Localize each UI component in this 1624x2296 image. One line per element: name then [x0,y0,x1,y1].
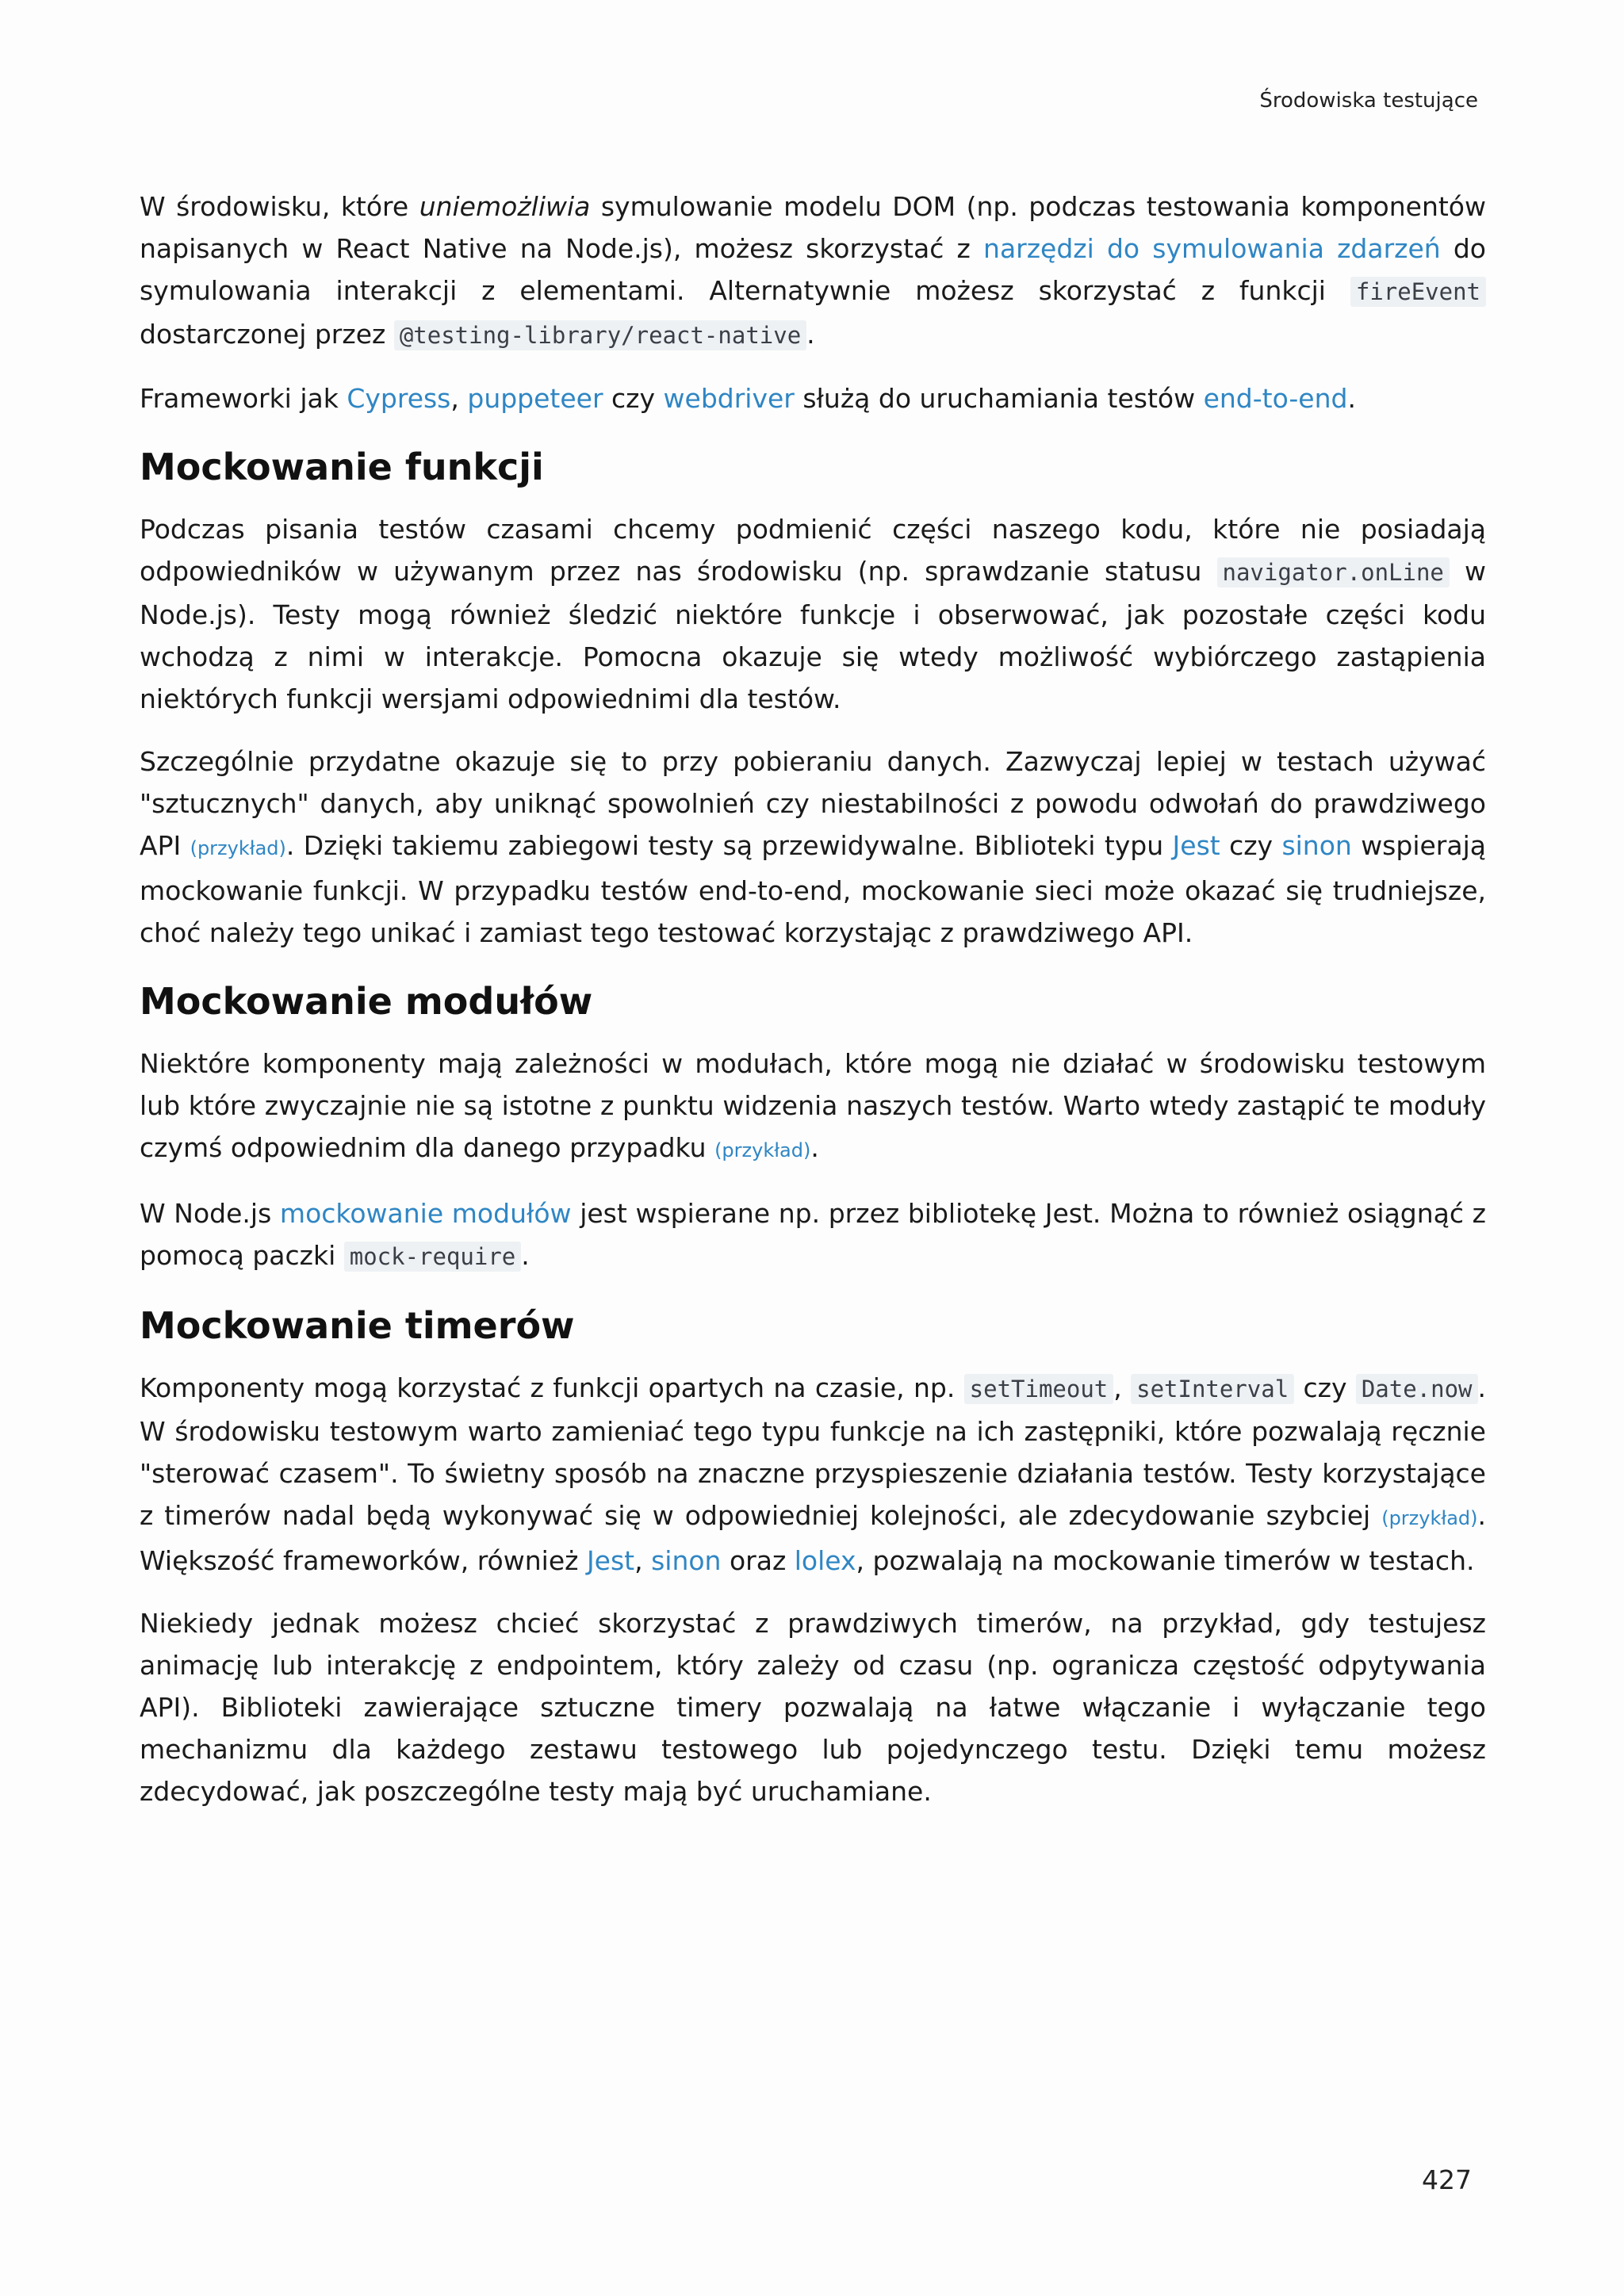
code-fireevent: fireEvent [1350,277,1486,307]
link-lolex[interactable]: lolex [794,1545,856,1576]
link-cypress[interactable]: Cypress [347,383,451,414]
paragraph-functions-intro: Podczas pisania testów czasami chcemy podmienić części naszego kodu, które nie posiadają odpowiedników w używanym przez nas środowisku (np. sprawdzanie statusu navigator.onLine w Node.js). Testy mogą również śledzić niektóre funkcje i obserwować, jak pozostałe części kodu wchodzą z nimi w interakcje. Pomocna okazuje się wtedy możliwość wybiórczego zastąpienia niektórych funkcji wersjami odpowiednimi dla testów. [140,514,1486,714]
link-end-to-end[interactable]: end-to-end [1203,383,1348,414]
code-testing-library: @testing-library/react-native [394,320,806,350]
link-jest[interactable]: Jest [586,1545,635,1576]
emphasis-text: uniemożliwia [419,191,591,222]
code-settimeout: setTimeout [964,1374,1114,1404]
link-webdriver[interactable]: webdriver [663,383,795,414]
paragraph-timers-intro: Komponenty mogą korzystać z funkcji opartych na czasie, np. setTimeout , setInterval czy Date.now . W środowisku testowym warto zamieniać tego typu funkcje na ich zastępniki, które pozwalają ręcznie "sterować czasem". To świetny sposób na znaczne przyspieszenie działania testów. Testy korzystające z timerów nadal będą wykonywać się w odpowiedniej kolejności, ale zdecydowanie szybciej (przykład). Większość frameworków, również Jest, sinon oraz lolex, pozwalają na mockowanie timerów w testach. [140,1372,1487,1576]
link-example[interactable]: (przykład) [1381,1507,1478,1529]
paragraph-timers-real: Niekiedy jednak możesz chcieć skorzystać z prawdziwych timerów, na przykład, gdy testujesz animację lub interakcję z endpointem, który zależy od czasu (np. ogranicza częstość odpytywania API). Biblioteki zawierające sztuczne timery pozwalają na łatwe włączanie i wyłączanie tego mechanizmu dla każdego zestawu testowego lub pojedynczego testu. Dzięki temu możesz zdecydować, jak poszczególne testy mają być uruchamiane. [140,1608,1486,1807]
code-date-now: Date.now [1356,1374,1478,1404]
heading-mocking-modules: Mockowanie modułów [140,980,593,1023]
paragraph-dom-simulation: W środowisku, które uniemożliwia symulowanie modelu DOM (np. podczas testowania komponentów napisanych w React Native na Node.js), możesz skorzystać z narzędzi do symulowania zdarzeń do symulowania interakcji z elementami. Alternatywnie możesz skorzystać z funkcji fireEvent dostarczonej przez @testing-library/react-native . [140,191,1486,350]
paragraph-modules-intro: Niektóre komponenty mają zależności w modułach, które mogą nie działać w środowisku testowym lub które zwyczajnie nie są istotne z punktu widzenia naszych testów. Warto wtedy zastąpić te moduły czymś odpowiednim dla danego przypadku (przykład). [140,1048,1486,1163]
paragraph-frameworks: Frameworki jak Cypress, puppeteer czy webdriver służą do uruchamiania testów end-to-end. [140,383,1356,414]
link-puppeteer[interactable]: puppeteer [467,383,603,414]
code-setinterval: setInterval [1131,1374,1294,1404]
link-sinon[interactable]: sinon [651,1545,722,1576]
heading-mocking-functions: Mockowanie funkcji [140,446,544,488]
link-jest[interactable]: Jest [1172,830,1220,861]
link-example[interactable]: (przykład) [190,837,286,859]
link-example[interactable]: (przykład) [714,1139,811,1161]
page-number: 427 [1422,2164,1472,2195]
code-navigator-online: navigator.onLine [1217,557,1450,587]
link-sinon[interactable]: sinon [1281,830,1352,861]
page-body [140,186,1486,1833]
link-module-mocking[interactable]: mockowanie modułów [279,1198,572,1229]
code-mock-require: mock-require [344,1242,522,1272]
heading-mocking-timers: Mockowanie timerów [140,1304,575,1347]
link-event-simulation-tools[interactable]: narzędzi do symulowania zdarzeń [983,233,1441,264]
paragraph-modules-node: W Node.js mockowanie modułów jest wspierane np. przez bibliotekę Jest. Można to również osiągnąć z pomocą paczki mock-require . [140,1198,1486,1271]
running-header: Środowiska testujące [1259,89,1478,113]
paragraph-functions-data: Szczególnie przydatne okazuje się to przy pobieraniu danych. Zazwyczaj lepiej w testach używać "sztucznych" danych, aby uniknąć spowolnień czy niestabilności z powodu odwołań do prawdziwego API (przykład). Dzięki takiemu zabiegowi testy są przewidywalne. Biblioteki typu Jest czy sinon wspierają mockowanie funkcji. W przypadku testów end-to-end, mockowanie sieci może okazać się trudniejsze, choć należy tego unikać i zamiast tego testować korzystając z prawdziwego API. [140,746,1486,948]
